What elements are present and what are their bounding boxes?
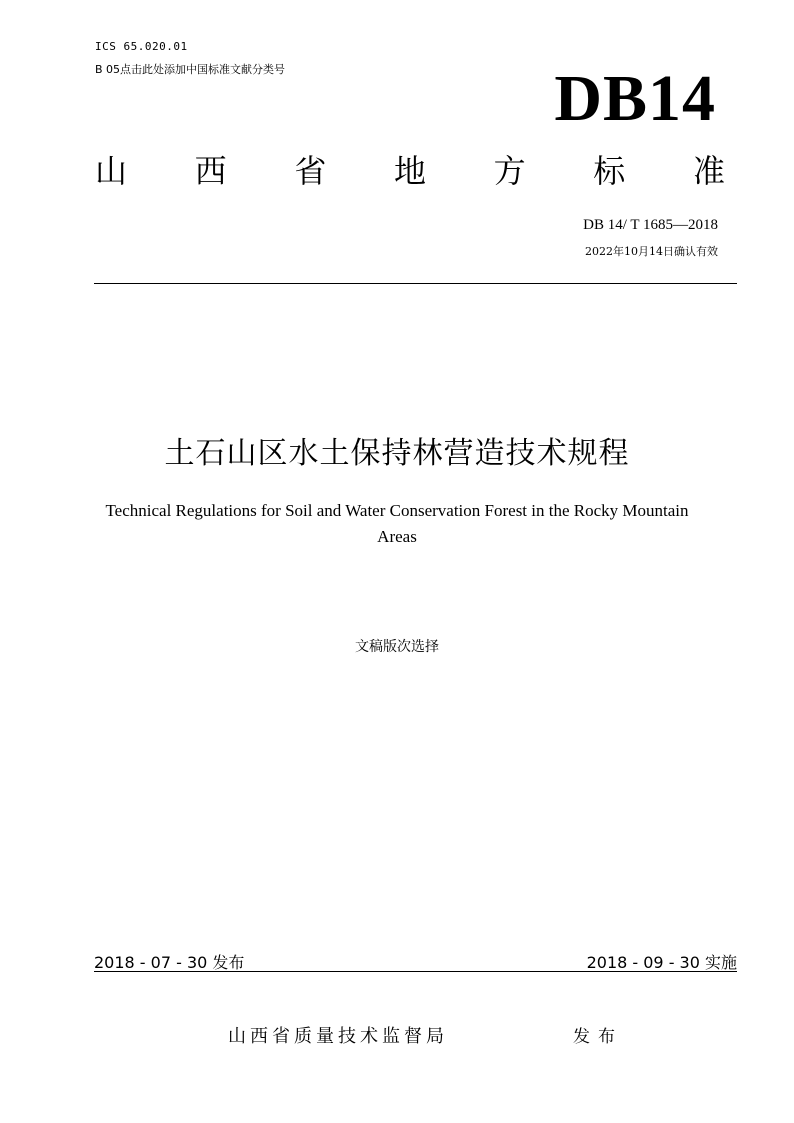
ics-code: ICS 65.020.01 xyxy=(95,40,188,53)
db14-logo: DB14 xyxy=(554,62,716,135)
header-divider xyxy=(94,283,737,284)
standard-type-char: 地 xyxy=(393,152,426,190)
issuing-authority: 山西省质量技术监督局 xyxy=(228,1026,448,1047)
standard-type-char: 方 xyxy=(493,152,526,190)
footer-divider xyxy=(94,971,737,972)
issue-label: 发布 xyxy=(573,1027,623,1047)
english-title: Technical Regulations for Soil and Water Conservation Forest in the Rocky Mountain Areas xyxy=(105,501,689,546)
classification-code[interactable]: B 05点击此处添加中国标准文献分类号 xyxy=(95,63,286,76)
standard-type-char: 山 xyxy=(95,152,128,190)
publish-date: 2018 - 07 - 30 发布 xyxy=(94,953,245,972)
implementation-date: 2018 - 09 - 30 实施 xyxy=(586,953,737,972)
version-selector[interactable]: 文稿版次选择 xyxy=(355,639,439,655)
standard-type-char: 西 xyxy=(194,152,227,190)
standard-type-char: 准 xyxy=(692,152,725,190)
chinese-title: 土石山区水土保持林营造技术规程 xyxy=(164,436,630,471)
standard-number: DB 14/ T 1685—2018 xyxy=(583,217,718,233)
standard-type-heading xyxy=(95,152,725,190)
confirmation-note: 2022年10月14日确认有效 xyxy=(585,245,718,258)
standard-type-char: 标 xyxy=(593,152,626,190)
standard-type-char: 省 xyxy=(294,152,327,190)
